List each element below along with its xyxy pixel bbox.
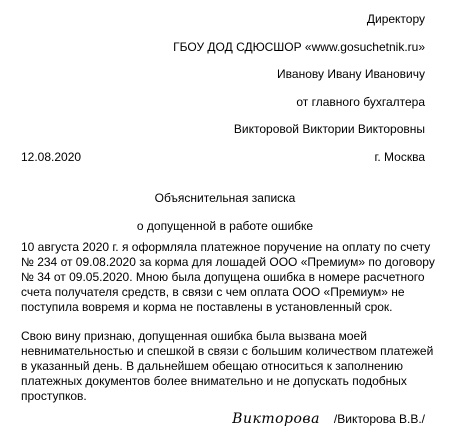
addressee-position: Директору [366, 12, 425, 26]
sender-position: от главного бухгалтера [296, 95, 425, 109]
paragraph-line: счета получателя средств, в связи с чем оплата ООО «Премиум» не [21, 285, 405, 299]
paragraph-line: 10 августа 2020 г. я оформляла платежное поручение на оплату по счету [21, 240, 431, 254]
sender-name: Викторовой Виктории Викторовны [233, 122, 425, 136]
document-date: 12.08.2020 [21, 150, 82, 164]
addressee-organization: ГБОУ ДОД СДЮСШОР «www.gosuchetnik.ru» [173, 40, 425, 54]
signature-row [232, 412, 425, 427]
paragraph-line: в указанный день. В дальнейшем обещаю относиться к заполнению [21, 359, 403, 373]
paragraph-line: поступила вовремя и корма не поставлены в установленный срок. [21, 300, 393, 314]
addressee-name: Иванову Ивану Ивановичу [277, 67, 425, 81]
document-title: Объяснительная записка [154, 191, 296, 205]
paragraph-line: Свою вину признаю, допущенная ошибка была вызвана моей [21, 329, 367, 343]
document-subtitle: о допущенной в работе ошибке [136, 219, 314, 233]
paragraph-line: № 234 от 09.08.2020 за корма для лошадей ООО «Премиум» по договору [21, 255, 435, 269]
paragraph-2 [21, 329, 441, 404]
paragraph-line: проступков. [21, 389, 87, 403]
paragraph-line: № 34 от 09.05.2020. Мною была допущена ошибка в номере расчетного [21, 270, 425, 284]
paragraph-line: невнимательностью и спешкой в связи с большим количеством платежей [21, 344, 434, 358]
document-city: г. Москва [374, 150, 425, 164]
signature-name: /Викторова В.В./ [333, 412, 425, 426]
paragraph-line: платежных документов более внимательно и не допускать подобных [21, 374, 407, 388]
paragraph-1 [21, 240, 441, 315]
handwritten-signature: Викторова [232, 411, 320, 427]
